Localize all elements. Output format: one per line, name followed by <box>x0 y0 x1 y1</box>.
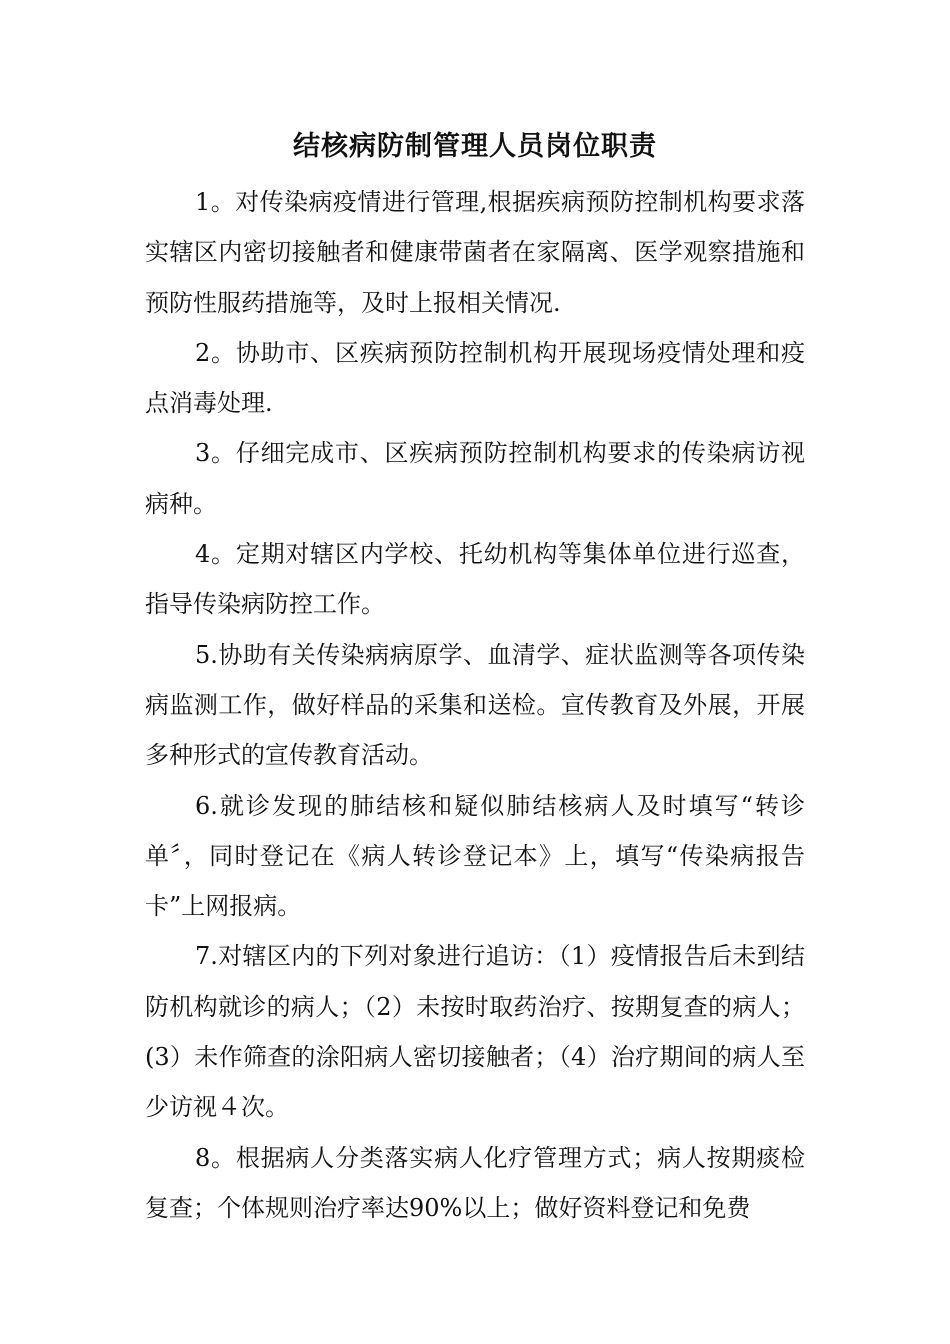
duty-item-1: 1。对传染病疫情进行管理,根据疾病预防控制机构要求落实辖区内密切接触者和健康带菌者在家隔离、医学观察措施和预防性服药措施等，及时上报相关情况. <box>145 188 805 317</box>
duty-item-5: 5.协助有关传染病病原学、血清学、症状监测等各项传染病监测工作，做好样品的采集和送检。宣传教育及外展，开展多种形式的宣传教育活动。 <box>145 640 805 770</box>
document-title: 结核病防制管理人员岗位职责 <box>293 131 657 162</box>
duty-item-6: 6.就诊发现的肺结核和疑似肺结核病人及时填写“转诊单〞，同时登记在《病人转诊登记本》上，填写“传染病报告卡”上网报病。 <box>145 791 805 921</box>
duty-item-4: 4。定期对辖区内学校、托幼机构等集体单位进行巡查，指导传染病防控工作。 <box>145 540 805 619</box>
duty-item-2: 2。协助市、区疾病预防控制机构开展现场疫情处理和疫点消毒处理. <box>145 338 805 418</box>
duty-item-8: 8。根据病人分类落实病人化疗管理方式；病人按期痰检复查；个体规则治疗率达90%以上；做好资料登记和免费 <box>145 1143 805 1222</box>
document-body <box>145 177 805 1233</box>
duty-item-3: 3。仔细完成市、区疾病预防控制机构要求的传染病访视病种。 <box>145 439 805 518</box>
duty-item-7: 7.对辖区内的下列对象进行追访：（1）疫情报告后未到结防机构就诊的病人；（2）未按时取药治疗、按期复查的病人；(3）未作筛查的涂阳病人密切接触者；（4）治疗期间的病人至少访视４次。 <box>145 942 805 1122</box>
